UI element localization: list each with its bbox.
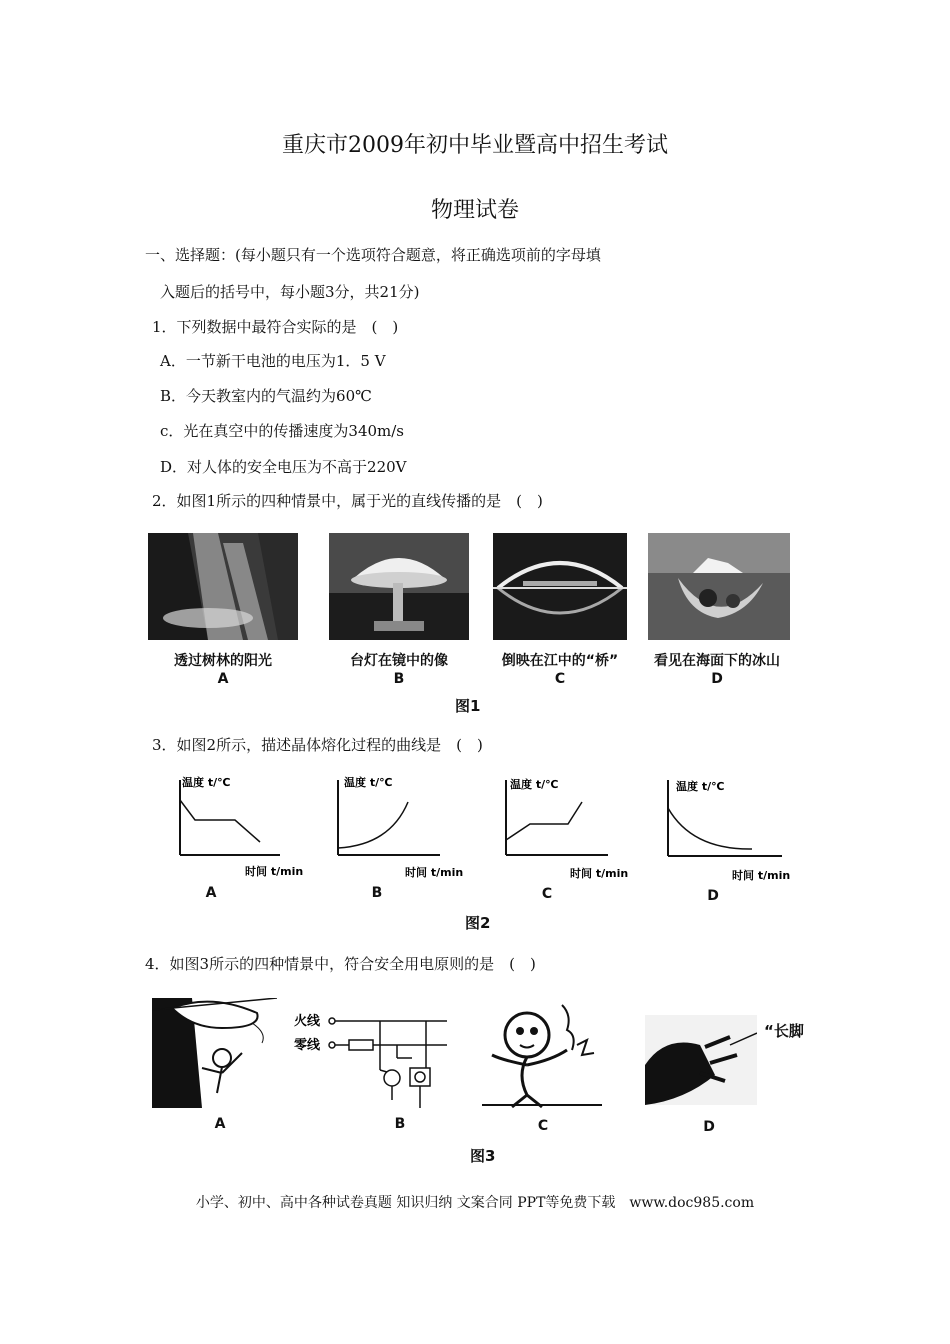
paper-subtitle: 物理试卷 <box>430 198 519 223</box>
fig3-letter-d: D <box>703 1119 715 1135</box>
long-pin-label: “长脚 <box>764 1022 804 1040</box>
q1-option-b: B．今天教室内的气温约为60℃ <box>160 387 372 405</box>
q1-option-c: c．光在真空中的传播速度为340m/s <box>160 422 405 440</box>
q4-stem: 4．如图3所示的四种情景中，符合安全用电原则的是 ( ) <box>145 955 536 973</box>
fire-wire-label: 火线 <box>294 1014 321 1029</box>
graph-d <box>652 770 800 885</box>
fig2-letter-c: C <box>541 886 553 902</box>
q2-stem: 2．如图1所示的四种情景中，属于光的直线传播的是 ( ) <box>152 492 543 510</box>
section-instructions-line2: 入题后的括号中，每小题3分，共21分) <box>160 283 420 301</box>
graph-b-x-label: 时间 t/min <box>405 866 464 879</box>
graph-a <box>160 770 320 885</box>
figure-2-label: 图2 <box>465 914 491 932</box>
graph-b <box>320 770 480 885</box>
q3-stem: 3．如图2所示，描述晶体熔化过程的曲线是 ( ) <box>152 736 483 754</box>
graph-b-y-label: 温度 t/℃ <box>344 776 393 789</box>
photo-lamp-mirror-image <box>329 533 469 640</box>
fig2-letter-d: D <box>707 888 719 904</box>
section-instructions-line1: 一、选择题：(每小题只有一个选项符合题意，将正确选项前的字母填 <box>145 246 601 264</box>
graph-c-y-label: 温度 t/℃ <box>510 778 559 791</box>
graph-c-x-label: 时间 t/min <box>570 867 629 880</box>
fig1-letter-b: B <box>393 671 405 687</box>
photo-bridge-reflection <box>493 533 627 640</box>
fig1-caption-a: 透过树林的阳光 <box>174 653 272 669</box>
fig1-letter-a: A <box>217 671 229 687</box>
figure-3-label: 图3 <box>470 1147 496 1165</box>
scene-touching-socket <box>482 995 602 1110</box>
fig1-letter-d: D <box>711 671 723 687</box>
figure-1-label: 图1 <box>455 697 481 715</box>
q1-option-a: A．一节新干电池的电压为1．5 V <box>160 352 386 370</box>
fig3-letter-a: A <box>214 1116 226 1132</box>
fig1-caption-d: 看见在海面下的冰山 <box>654 653 780 669</box>
graph-d-y-label: 温度 t/℃ <box>676 780 725 793</box>
scene-three-pin-plug <box>645 1015 757 1105</box>
q1-stem: 1．下列数据中最符合实际的是 ( ) <box>152 318 399 336</box>
photo-iceberg-under-sea <box>648 533 790 640</box>
photo-sunlight-through-trees <box>148 533 298 640</box>
q1-option-d: D．对人体的安全电压为不高于220V <box>160 458 407 476</box>
fig3-letter-b: B <box>394 1116 406 1132</box>
fig2-letter-a: A <box>205 885 217 901</box>
neutral-wire-label: 零线 <box>294 1038 321 1053</box>
scene-kite-power-line <box>152 998 277 1108</box>
graph-a-y-label: 温度 t/℃ <box>182 776 231 789</box>
fig1-caption-b: 台灯在镜中的像 <box>350 653 448 669</box>
circuit-diagram <box>292 1010 452 1110</box>
graph-c <box>488 770 648 885</box>
fig2-letter-b: B <box>371 885 383 901</box>
graph-d-x-label: 时间 t/min <box>732 869 791 882</box>
fig3-letter-c: C <box>537 1118 549 1134</box>
page-footer: 小学、初中、高中各种试卷真题 知识归纳 文案合同 PPT等免费下载 www.doc985.com <box>195 1195 755 1211</box>
graph-a-x-label: 时间 t/min <box>245 865 304 878</box>
fig1-letter-c: C <box>554 671 566 687</box>
exam-title: 重庆市2009年初中毕业暨高中招生考试 <box>282 133 668 158</box>
fig1-caption-c: 倒映在江中的“桥” <box>501 653 619 669</box>
